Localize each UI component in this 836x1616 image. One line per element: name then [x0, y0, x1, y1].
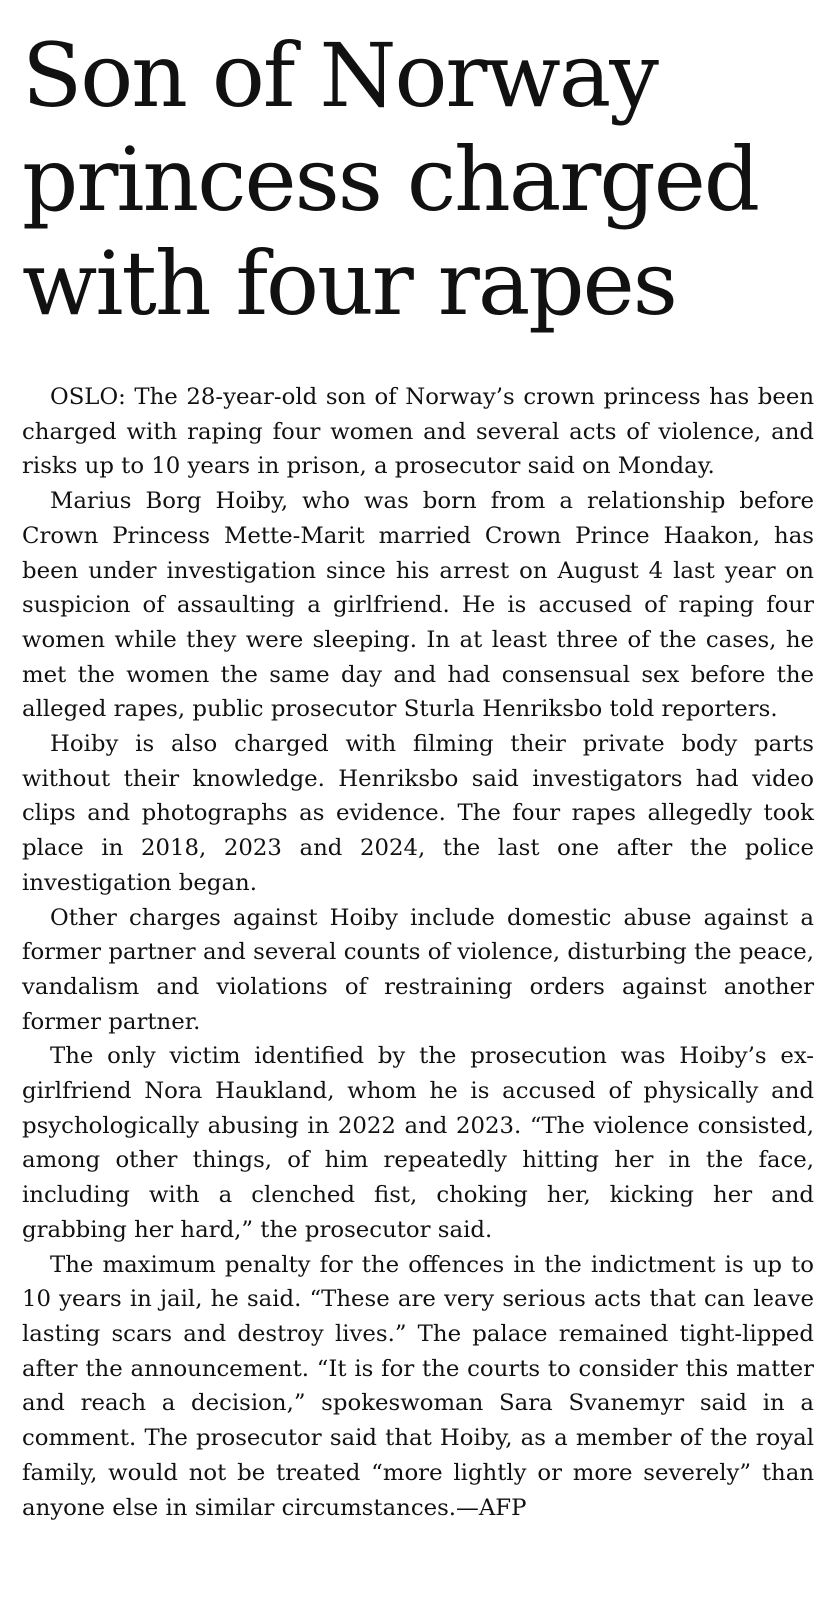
article-body	[22, 380, 814, 1525]
paragraph: Hoiby is also charged with filming their private body parts without their knowledge. Henriksbo said investigators had video clips and photographs as evidence. The four rapes allegedly took place in 2018, 2023 and 2024, the last one after the police investigation began.	[22, 731, 814, 896]
paragraph: Other charges against Hoiby include domestic abuse against a former partner and several counts of violence, disturbing the peace, vandalism and violations of restraining orders against another former partner.	[22, 904, 814, 1035]
headline-line: Son of Norway	[22, 24, 657, 127]
headline	[22, 24, 814, 336]
paragraph: Marius Borg Hoiby, who was born from a relationship before Crown Princess Mette-Marit married Crown Prince Haakon, has been under investigation since his arrest on August 4 last year on suspicion of assaulting a girlfriend. He is accused of raping four women while they were sleeping. In at least three of the cases, he met the women the same day and had consensual sex before the alleged rapes, public prosecutor Sturla Henriksbo told reporters.	[22, 488, 814, 723]
headline-line: princess charged	[22, 128, 759, 231]
paragraph-dateline: OSLO: The 28-year-old son of Norway’s crown princess has been charged with raping four women and several acts of violence, and risks up to 10 years in prison, a prosecutor said on Monday.	[22, 384, 814, 480]
paragraph-closing: The maximum penalty for the offences in the indictment is up to 10 years in jail, he said. “These are very serious acts that can leave lasting scars and destroy lives.” The palace remained tight-lipped after the announcement. “It is for the courts to consider this matter and reach a decision,” spokeswoman Sara Svanemyr said in a comment. The prosecutor said that Hoiby, as a member of the royal family, would not be treated “more lightly or more severely” than anyone else in similar circumstances.—AFP	[22, 1251, 814, 1521]
paragraph: The only victim identified by the prosecution was Hoiby’s ex-girlfriend Nora Haukland, whom he is accused of physically and psychologically abusing in 2022 and 2023. “The violence consisted, among other things, of him repeatedly hitting her in the face, including with a clenched fist, choking her, kicking her and grabbing her hard,” the prosecutor said.	[22, 1043, 814, 1243]
headline-line: with four rapes	[22, 232, 676, 335]
news-article	[22, 0, 814, 1521]
